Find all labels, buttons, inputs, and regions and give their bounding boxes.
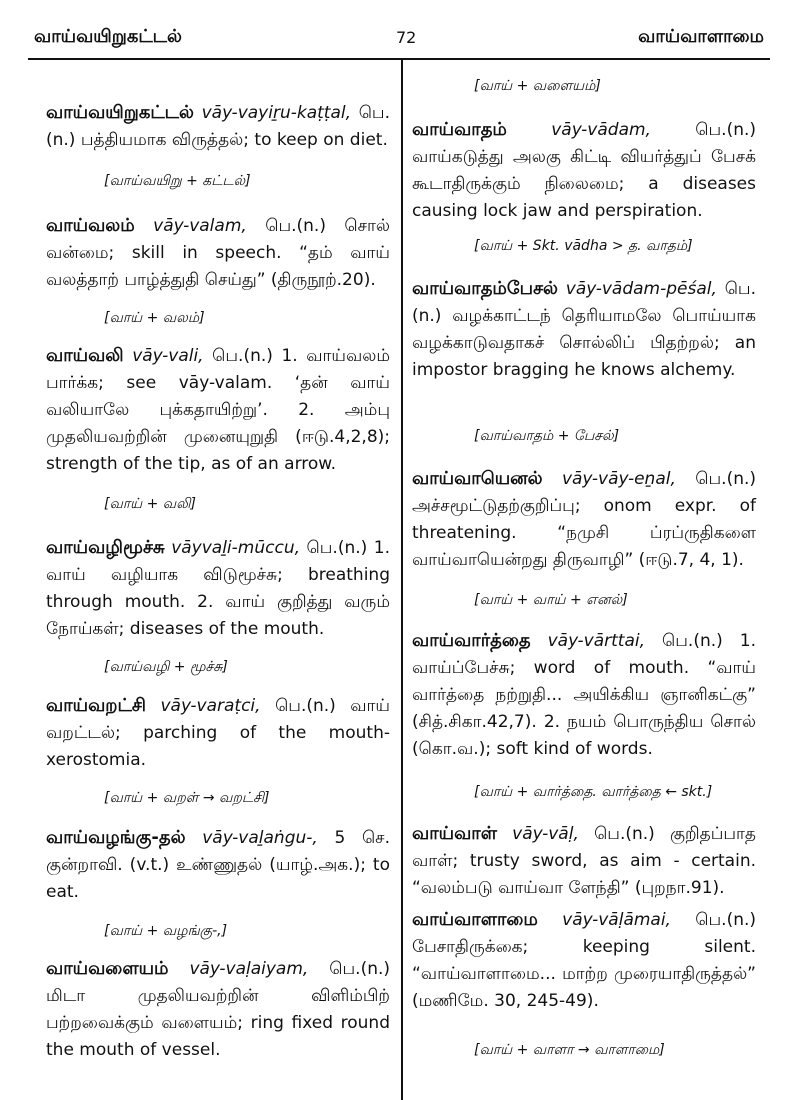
entry-transliteration: vāy-vārttai, — [547, 631, 646, 651]
entry-definition: பெ.(n.) 1. வாய் வழியாக விடுமூச்சு; breathing through mouth. 2. வாய் குறித்து வரும் நோய்கள்; diseases of the mouth. — [46, 538, 391, 639]
entry-definition: பெ.(n.) வாய்கடுத்து அலகு கிட்டி வியர்த்துப் பேசக் கூடாதிருக்கும் நிலைமை; a diseases causing lock jaw and perspiration. — [412, 120, 757, 221]
dictionary-entry — [46, 212, 390, 294]
entry-transliteration: vāy-vāḷāmai, — [562, 910, 671, 930]
entry-etymology: [வாய் + வறள் → வறட்சி] — [104, 790, 270, 806]
running-head-last-word: வாய்வாளாமை — [638, 26, 764, 47]
entry-headword: வாய்வலி — [46, 345, 124, 366]
running-head-first-word: வாய்வயிறுகட்டல் — [34, 26, 182, 47]
entry-definition: பெ.(n.) 1. வாய்ப்பேச்சு; word of mouth. “வாய் வார்த்தை நற்றுதி... அயிக்கிய ஞானிகட்கு” (சித்.சிகா.42,7). 2. நயம் பொருந்திய சொல் (கொ.வ.); soft kind of words. — [412, 631, 757, 759]
entry-transliteration: vāy-varaṭci, — [160, 696, 261, 716]
header-rule — [28, 58, 770, 60]
entry-transliteration: vāy-vāḷ, — [512, 824, 579, 844]
entry-transliteration: vāy-valam, — [153, 216, 247, 236]
entry-headword: வாய்வாதம்பேசல் — [412, 278, 558, 299]
dictionary-entry — [46, 692, 390, 774]
dictionary-entry — [46, 824, 390, 906]
entry-headword: வாய்வாள் — [412, 823, 497, 844]
entry-definition: பெ.(n.) சொல் வன்மை; skill in speech. “தம் வாய் வலத்தாற் பாழ்த்துதி செய்து” (திருநூற்.20). — [46, 216, 390, 290]
entry-etymology: [வாய்வழி + மூச்சு] — [104, 659, 228, 675]
dictionary-entry — [412, 465, 756, 574]
entry-definition: பெ.(n.) பத்தியமாக விருத்தல்; to keep on diet. — [46, 103, 390, 150]
entry-headword: வாய்வலம் — [46, 215, 135, 236]
entry-transliteration: vāy-vādam, — [551, 120, 651, 140]
entry-etymology: [வாய் + வாய் + எனல்] — [474, 592, 628, 608]
page-number: 72 — [396, 28, 417, 47]
entry-etymology: [வாய் + வளையம்] — [474, 78, 601, 94]
entry-definition: பெ.(n.) அச்சமூட்டுதற்குறிப்பு; onom expr. of threatening. “நமுசி ப்ரப்ருதிகளை வாய்வாயென்றது திருவாழி” (ஈடு.7, 4, 1). — [412, 469, 757, 570]
entry-definition: பெ.(n.) வழக்காட்டந் தெரியாமலே பொய்யாக வழக்காடுவதாகச் சொல்லிப் பிதற்றல்; an impostor bragging he knows alchemy. — [412, 279, 756, 380]
running-head — [28, 26, 768, 52]
entry-headword: வாய்வாளாமை — [412, 909, 538, 930]
dictionary-entry — [46, 955, 390, 1064]
entry-etymology: [வாய்வாதம் + பேசல்] — [474, 428, 620, 444]
entry-etymology: [வாய் + வழங்கு-,] — [104, 923, 228, 939]
column-divider — [401, 60, 403, 1100]
entry-transliteration: vāy-vaḻaṅgu-, — [202, 828, 318, 848]
dictionary-entry — [412, 906, 756, 1015]
entry-headword: வாய்வளையம் — [46, 958, 169, 979]
entry-definition: பெ.(n.) பேசாதிருக்கை; keeping silent. “வாய்வாளாமை... மாற்ற முரையாதிருத்தல்” (மணிமே. 30, 245-49). — [412, 910, 757, 1011]
entry-transliteration: vāy-vali, — [132, 346, 204, 366]
dictionary-entry — [412, 116, 756, 225]
entry-transliteration: vāyvaḻi-mūccu, — [171, 538, 300, 558]
entry-etymology: [வாய் + வாளா → வாளாமை] — [474, 1042, 665, 1058]
entry-headword: வாய்வாதம் — [412, 119, 507, 140]
entry-definition: பெ.(n.) குறிதப்பாத வாள்; trusty sword, as aim - certain. “வலம்படு வாய்வா ளேந்தி” (புறநா.91). — [412, 824, 756, 898]
entry-etymology: [வாய் + வலி] — [104, 496, 196, 512]
entry-etymology: [வாய் + Skt. vādha > த. வாதம்] — [474, 238, 693, 254]
entry-transliteration: vāy-vādam-pēśal, — [565, 279, 717, 299]
entry-etymology: [வாய் + வார்த்தை. வார்த்தை ← skt.] — [474, 784, 713, 800]
entry-headword: வாய்வார்த்தை — [412, 630, 531, 651]
entry-definition: பெ.(n.) வாய் வறட்டல்; parching of the mouth-xerostomia. — [46, 696, 391, 770]
entry-definition: பெ.(n.) மிடா முதலியவற்றின் விளிம்பிற் பற்றவைக்கும் வளையம்; ring fixed round the mouth of vessel. — [46, 959, 391, 1060]
entry-headword: வாய்வழங்கு-தல் — [46, 827, 186, 848]
entry-transliteration: vāy-vayiṟu-kaṭṭal, — [201, 103, 351, 123]
entry-transliteration: vāy-vaḷaiyam, — [189, 959, 309, 979]
entry-headword: வாய்வழிமூச்சு — [46, 537, 165, 558]
entry-definition: பெ.(n.) 1. வாய்வலம் பார்க்க; see vāy-valam. ‘தன் வாய் வலியாலே புக்கதாயிற்று’. 2. அம்பு முதலியவற்றின் முனையுறுதி (ஈடு.4,2,8); strength of the tip, as of an arrow. — [46, 346, 391, 474]
entry-etymology: [வாய்வயிறு + கட்டல்] — [104, 173, 251, 189]
dictionary-entry — [46, 534, 390, 643]
entry-headword: வாய்வாயெனல் — [412, 468, 543, 489]
entry-etymology: [வாய் + வலம்] — [104, 310, 205, 326]
entry-headword: வாய்வறட்சி — [46, 695, 146, 716]
entry-definition: 5 செ. குன்றாவி. (v.t.) உண்ணுதல் (யாழ்.அக.); to eat. — [46, 828, 390, 902]
dictionary-entry — [46, 99, 390, 154]
dictionary-entry — [412, 627, 756, 763]
entry-transliteration: vāy-vāy-eṉal, — [561, 469, 676, 489]
dictionary-entry — [46, 342, 390, 478]
dictionary-entry — [412, 275, 756, 384]
entry-headword: வாய்வயிறுகட்டல் — [46, 102, 194, 123]
dictionary-entry — [412, 820, 756, 902]
